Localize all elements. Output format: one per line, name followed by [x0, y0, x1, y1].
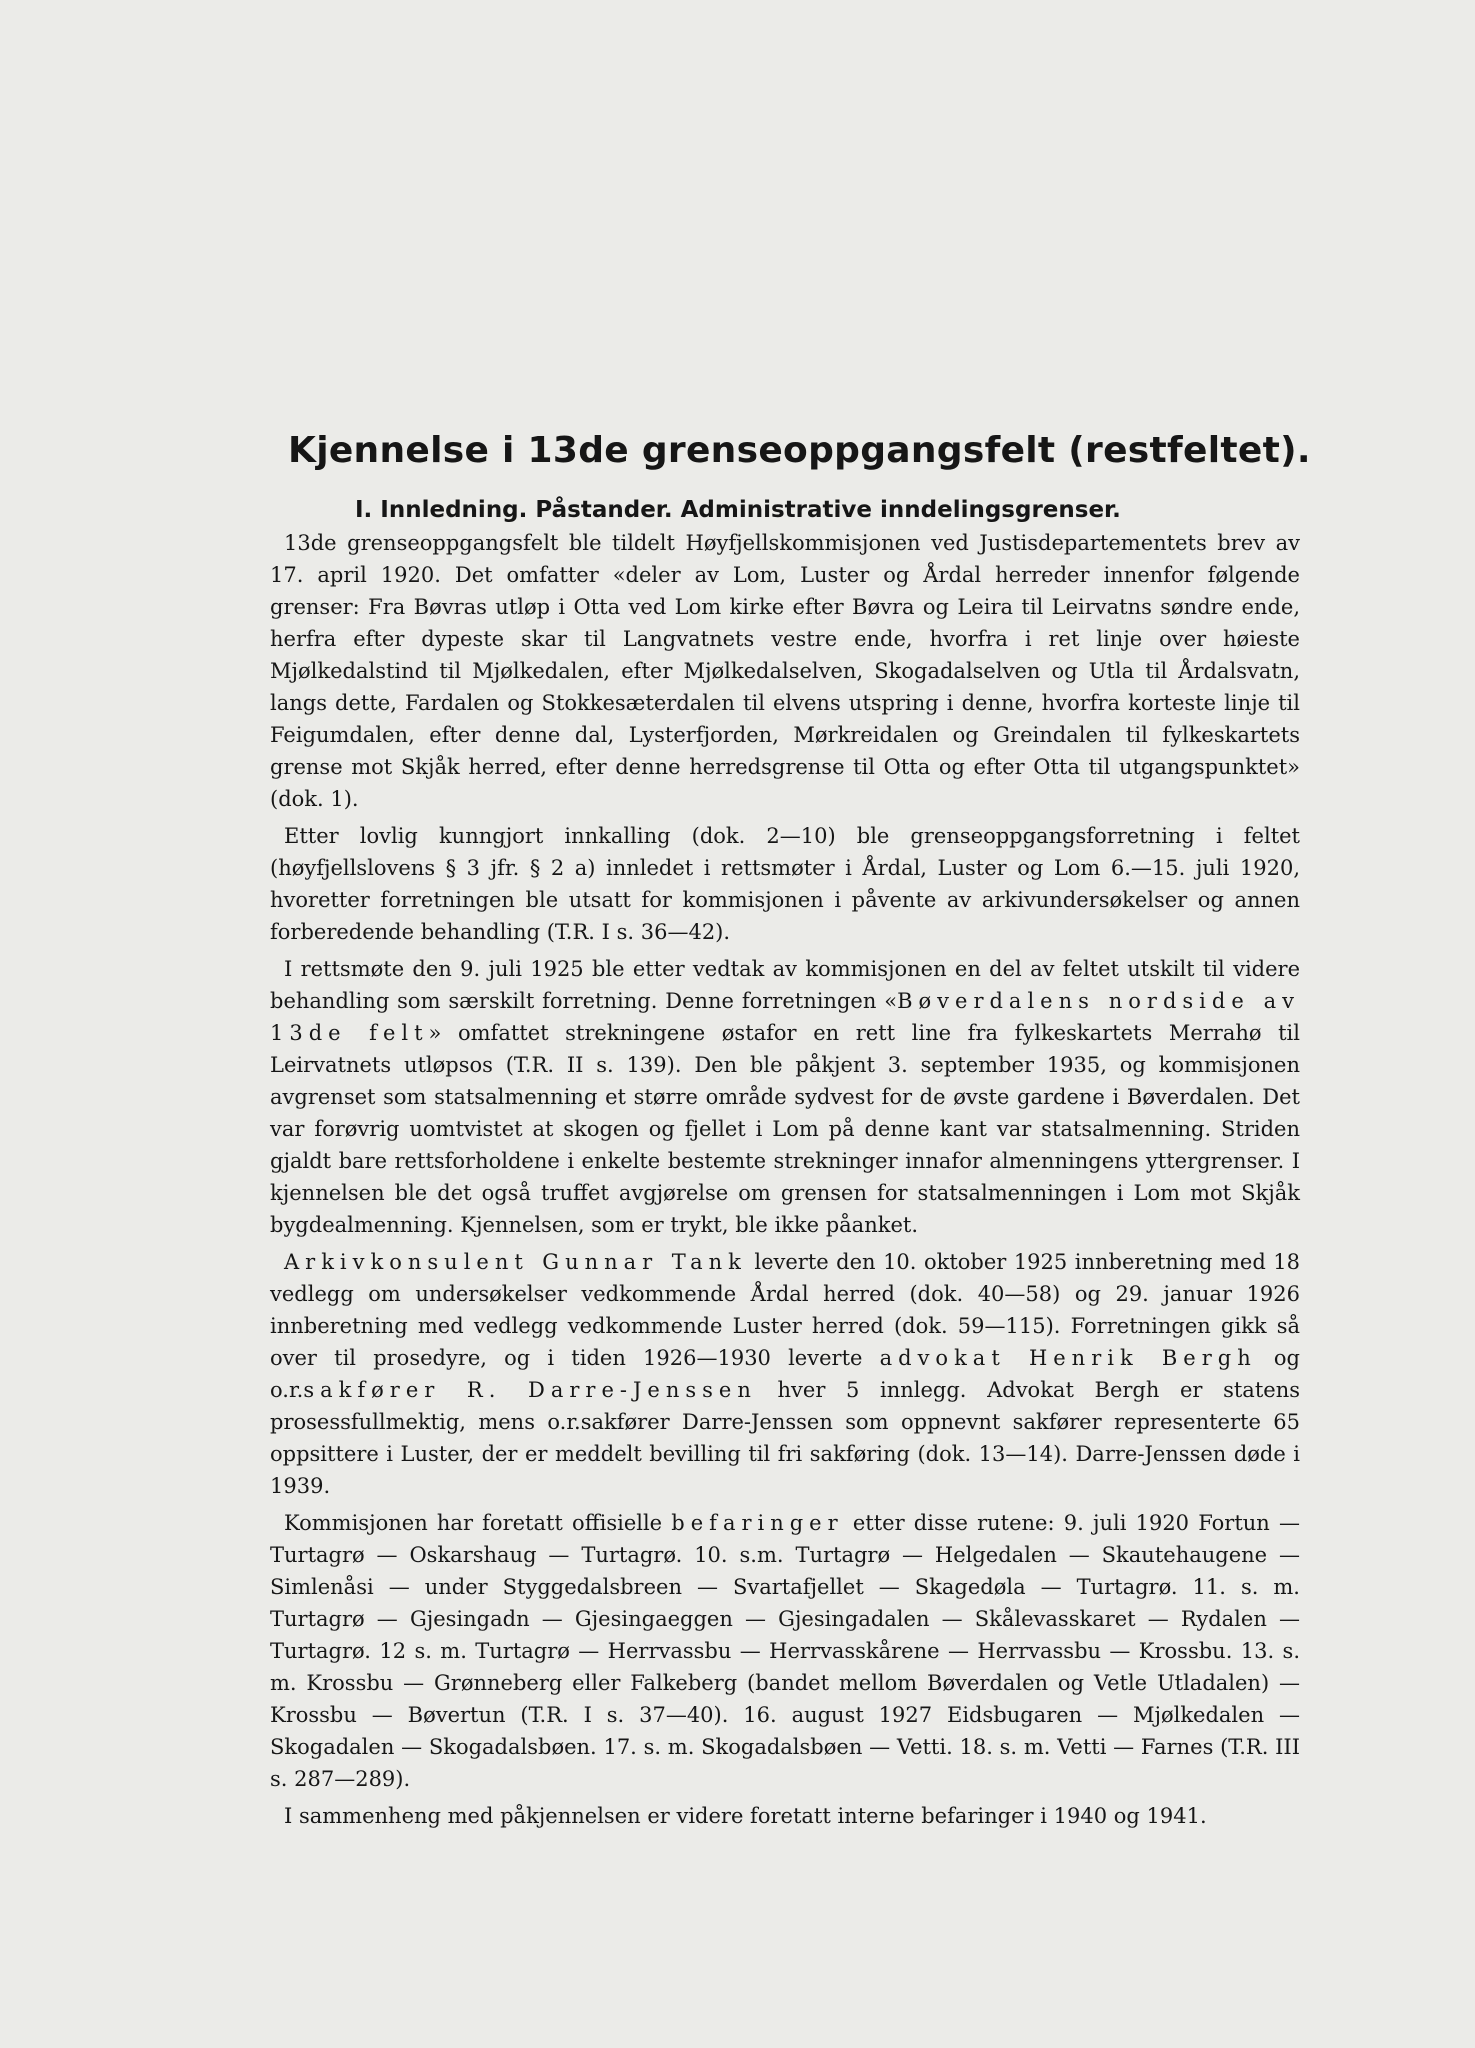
paragraph-text: hver 5 innlegg. Advokat Bergh er statens prosessfullmektig, mens o.r.sakfører Darre-Jenssen som oppnevnt sakfører representerte 65 oppsittere i Luster, der er meddelt bevilling til fri sakføring (dok. 13—14). Darre-Jenssen døde i 1939.: [270, 1378, 1301, 1498]
paragraph-text: I sammenheng med påkjennelsen er videre foretatt interne befaringer i 1940 og 1941.: [284, 1804, 1207, 1828]
document-title: Kjennelse i 13de grenseoppgangsfelt (restfeltet).: [288, 430, 1311, 471]
paragraph: [270, 527, 1300, 815]
paragraph-text: og o.r.: [270, 1346, 1300, 1402]
paragraph: [270, 1800, 1300, 1832]
paragraph-text: 13de grenseoppgangsfelt ble tildelt Høyfjellskommisjonen ved Justisdepartementets brev av 17. april 1920. Det omfatter «deler av Lom, Luster og Årdal herreder innenfor følgende grenser: Fra Bøvras utløp i Otta ved Lom kirke efter Bøvra og Leira til Leirvatns søndre ende, herfra efter dypeste skar til Langvatnets vestre ende, hvorfra i ret linje over høieste Mjølkedalstind til Mjølkedalen, efter Mjølkedalselven, Skogadalselven og Utla til Årdalsvatn, langs dette, Fardalen og Stokkesæterdalen til elvens utspring i denne, hvorfra korteste linje til Feigumdalen, efter denne dal, Lysterfjorden, Mørkreidalen og Greindalen til fylkeskartets grense mot Skjåk herred, efter denne herredsgrense til Otta og efter Otta til utgangspunktet» (dok. 1).: [270, 531, 1300, 811]
paragraph: [270, 820, 1300, 948]
paragraph: [270, 1507, 1300, 1795]
paragraphs: [270, 527, 1300, 1832]
spaced-emphasis-text: Bøverdalens nordside av 13de felt: [270, 989, 1301, 1045]
spaced-emphasis-text: sakfører R. Darre-Jenssen: [303, 1378, 757, 1402]
paragraph: [270, 1246, 1300, 1502]
section-heading: I. Innledning. Påstander. Administrative inndelingsgrenser.: [355, 497, 1121, 523]
paragraph-text: Kommisjonen har foretatt offisielle: [284, 1511, 672, 1535]
paragraph-text: Etter lovlig kunngjort innkalling (dok. 2—10) ble grenseoppgangsforretning i feltet (høyfjellslovens § 3 jfr. § 2 a) innledet i rettsmøter i Årdal, Luster og Lom 6.—15. juli 1920, hvoretter forretningen ble utsatt for kommisjonen i påvente av arkivundersøkelser og annen forberedende behandling (T.R. I s. 36—42).: [270, 824, 1300, 944]
document-body: [270, 430, 1311, 1837]
paragraph: [270, 953, 1300, 1241]
paragraph-text: leverte den 10. oktober 1925 innberetning med 18 vedlegg om undersøkelser vedkommende Årdal herred (dok. 40—58) og 29. januar 1926 innberetning med vedlegg vedkommende Luster herred (dok. 59—115). Forretningen gikk så over til prosedyre, og i tiden 1926—1930 leverte: [270, 1250, 1300, 1370]
spaced-emphasis-text: befaringer: [671, 1511, 844, 1535]
spaced-emphasis-text: advokat Henrik Bergh: [879, 1346, 1257, 1370]
paragraph-text: I rettsmøte den 9. juli 1925 ble etter vedtak av kommisjonen en del av feltet utskilt til videre behandling som særskilt forretning. Denne forretningen «: [270, 957, 1300, 1013]
paragraph-text: etter disse rutene: 9. juli 1920 Fortun — Turtagrø — Oskarshaug — Turtagrø. 10. s.m. Turtagrø — Helgedalen — Skautehaugene — Simlenåsi — under Styggedalsbreen — Svartafjellet — Skagedøla — Turtagrø. 11. s. m. Turtagrø — Gjesingadn — Gjesingaeggen — Gjesingadalen — Skålevasskaret — Rydalen — Turtagrø. 12 s. m. Turtagrø — Herrvassbu — Herrvasskårene — Herrvassbu — Krossbu. 13. s. m. Krossbu — Grønneberg eller Falkeberg (bandet mellom Bøverdalen og Vetle Utladalen) — Krossbu — Bøvertun (T.R. I s. 37—40). 16. august 1927 Eidsbugaren — Mjølkedalen — Skogadalen — Skogadalsbøen. 17. s. m. Skogadalsbøen — Vetti. 18. s. m. Vetti — Farnes (T.R. III s. 287—289).: [270, 1511, 1300, 1791]
paragraph-text: » omfattet strekningene østafor en rett line fra fylkeskartets Merrahø til Leirvatnets utløpsos (T.R. II s. 139). Den ble påkjent 3. september 1935, og kommisjonen avgrenset som statsalmenning et større område sydvest for de øvste gardene i Bøverdalen. Det var forøvrig uomtvistet at skogen og fjellet i Lom på denne kant var statsalmenning. Striden gjaldt bare rettsforholdene i enkelte bestemte strekninger innafor almenningens yttergrenser. I kjennelsen ble det også truffet avgjørelse om grensen for statsalmenningen i Lom mot Skjåk bygdealmenning. Kjennelsen, som er trykt, ble ikke påanket.: [270, 1021, 1300, 1237]
spaced-emphasis-text: Arkivkonsulent Gunnar Tank: [284, 1250, 747, 1274]
